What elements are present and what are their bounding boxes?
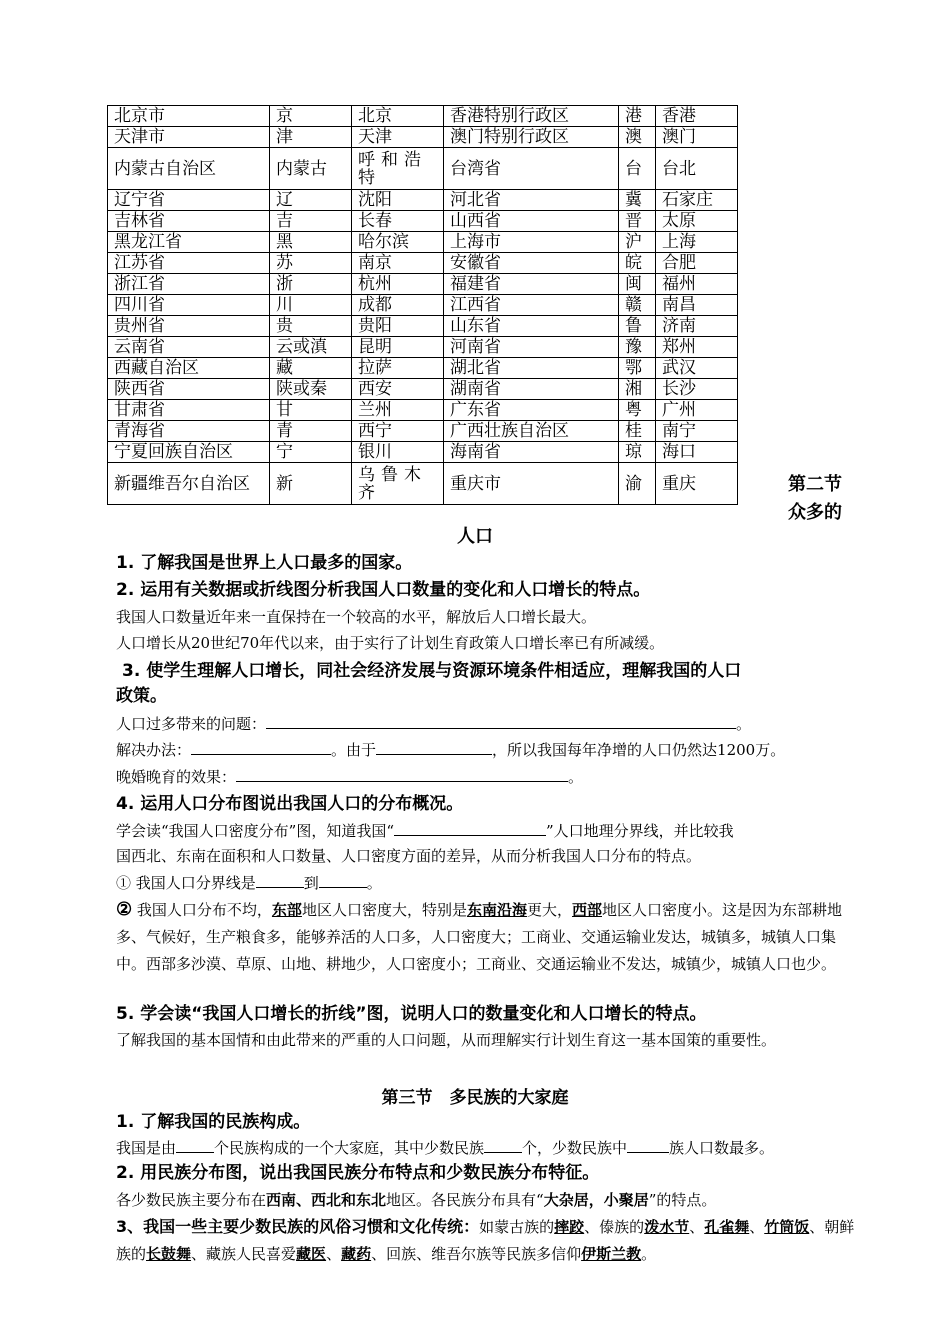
keyword-tibetan-medicine: 藏医 (296, 1245, 327, 1263)
section2-para-2: 人口增长从20世纪70年代以来，由于实行了计划生育政策人口增长率已有所减缓。 (116, 634, 665, 652)
table-cell-capital: 呼和浩特 (352, 148, 444, 190)
table-cell-name: 青海省 (108, 421, 270, 442)
para-4a-text: 学会读“我国人口密度分布”图，知道我国“ (116, 822, 395, 840)
para-6-part2: 地区人口密度大，特别是 (301, 901, 467, 919)
s3p3-g: 、 (749, 1218, 765, 1236)
table-cell-abbr: 川 (270, 295, 352, 316)
s3p3-e: 、 (689, 1218, 705, 1236)
section3-heading-1: 1. 了解我国的民族构成。 (116, 1112, 311, 1132)
table-cell-name: 贵州省 (108, 316, 270, 337)
table-cell-capital: 昆明 (352, 337, 444, 358)
table-row (108, 211, 738, 232)
s3-para1-c: 个，少数民族中 (522, 1139, 628, 1157)
table-cell-name: 陕西省 (108, 379, 270, 400)
table-cell-abbr: 宁 (270, 442, 352, 463)
table-cell-abbr2: 闽 (619, 274, 656, 295)
table-cell-abbr2: 鲁 (619, 316, 656, 337)
table-cell-abbr: 贵 (270, 316, 352, 337)
table-cell-name2: 香港特别行政区 (444, 106, 619, 127)
table-cell-abbr: 甘 (270, 400, 352, 421)
table-cell-name: 黑龙江省 (108, 232, 270, 253)
table-cell-abbr2: 湘 (619, 379, 656, 400)
s3-para1-a: 我国是由 (116, 1139, 177, 1157)
section2-para-4b: 国西北、东南在面积和人口数量、人口密度方面的差异，从而分析我国人口分布的特点。 (116, 847, 702, 865)
table-cell-capital: 北京 (352, 106, 444, 127)
table-cell-name2: 重庆市 (444, 463, 619, 505)
table-row (108, 337, 738, 358)
table-cell-abbr2: 渝 (619, 463, 656, 505)
question-problems-label: 人口过多带来的问题： (116, 715, 267, 733)
province-table-body (108, 106, 738, 505)
table-cell-abbr2: 粤 (619, 400, 656, 421)
blank-line-end (319, 872, 367, 888)
keyword-bamboo-rice: 竹筒饭 (764, 1218, 810, 1236)
table-cell-name2: 台湾省 (444, 148, 619, 190)
table-cell-abbr2: 晋 (619, 211, 656, 232)
blank-line-start (256, 872, 304, 888)
table-cell-capital2: 太原 (656, 211, 738, 232)
section3-para-1 (116, 1137, 774, 1159)
table-cell-capital: 拉萨 (352, 358, 444, 379)
table-cell-abbr: 辽 (270, 190, 352, 211)
table-row (108, 442, 738, 463)
table-cell-abbr2: 沪 (619, 232, 656, 253)
blank-largest-minority (627, 1137, 669, 1153)
table-cell-name: 四川省 (108, 295, 270, 316)
table-cell-abbr2: 鄂 (619, 358, 656, 379)
table-cell-abbr2: 皖 (619, 253, 656, 274)
s3-para1-b: 个民族构成的一个大家庭，其中少数民族 (214, 1139, 485, 1157)
table-cell-capital: 西宁 (352, 421, 444, 442)
table-cell-abbr: 陕或秦 (270, 379, 352, 400)
section2-title (788, 471, 842, 527)
table-cell-capital: 长春 (352, 211, 444, 232)
table-cell-name: 云南省 (108, 337, 270, 358)
table-cell-capital2: 香港 (656, 106, 738, 127)
table-cell-capital: 兰州 (352, 400, 444, 421)
table-row (108, 232, 738, 253)
question-solution (116, 739, 785, 761)
section2-title-b: 众多的 (788, 502, 842, 523)
section3-heading-2: 2. 用民族分布图，说出我国民族分布特点和少数民族分布特征。 (116, 1163, 600, 1183)
table-cell-capital: 南京 (352, 253, 444, 274)
keyword-wrestling: 摔跤 (554, 1218, 585, 1236)
table-cell-capital: 哈尔滨 (352, 232, 444, 253)
table-cell-name2: 广东省 (444, 400, 619, 421)
table-cell-capital2: 长沙 (656, 379, 738, 400)
table-cell-abbr2: 澳 (619, 127, 656, 148)
s3p3-q: 。 (641, 1245, 657, 1263)
table-cell-capital2: 郑州 (656, 337, 738, 358)
table-cell-name: 浙江省 (108, 274, 270, 295)
para-6-part1: 我国人口分布不均， (132, 901, 272, 919)
table-cell-name: 新疆维吾尔自治区 (108, 463, 270, 505)
keyword-peacock-dance: 孔雀舞 (704, 1218, 750, 1236)
table-cell-capital2: 南宁 (656, 421, 738, 442)
table-cell-name: 江苏省 (108, 253, 270, 274)
table-cell-abbr: 吉 (270, 211, 352, 232)
table-cell-name: 北京市 (108, 106, 270, 127)
table-cell-name2: 澳门特别行政区 (444, 127, 619, 148)
s3p3-a: 如蒙古族的 (479, 1218, 555, 1236)
table-cell-name: 内蒙古自治区 (108, 148, 270, 190)
table-cell-capital2: 广州 (656, 400, 738, 421)
table-cell-abbr2: 冀 (619, 190, 656, 211)
circled-two: ② (116, 899, 133, 920)
table-cell-capital2: 济南 (656, 316, 738, 337)
blank-late-marriage (236, 766, 568, 782)
table-cell-abbr: 青 (270, 421, 352, 442)
table-cell-capital2: 武汉 (656, 358, 738, 379)
table-cell-capital: 杭州 (352, 274, 444, 295)
table-row (108, 316, 738, 337)
s3-para2-e: ”的特点。 (648, 1191, 717, 1209)
table-cell-name2: 上海市 (444, 232, 619, 253)
table-cell-name: 甘肃省 (108, 400, 270, 421)
table-cell-name: 宁夏回族自治区 (108, 442, 270, 463)
s3p3-m: 、 (326, 1245, 342, 1263)
section2-heading-3b: 政策。 (116, 686, 167, 706)
section2-para-1: 我国人口数量近年来一直保持在一个较高的水平，解放后人口增长最大。 (116, 608, 597, 626)
keyword-tibetan-drugs: 藏药 (341, 1245, 372, 1263)
section2-title-a: 第二节 (788, 474, 842, 495)
para-5-mid: 到 (303, 874, 319, 892)
section2-para-4a (116, 820, 734, 842)
keyword-east: 东部 (271, 901, 302, 919)
table-cell-name2: 湖南省 (444, 379, 619, 400)
keyword-long-drum-dance: 长鼓舞 (146, 1245, 192, 1263)
table-cell-capital2: 台北 (656, 148, 738, 190)
table-cell-name2: 河南省 (444, 337, 619, 358)
s3p3-o: 、回族、维吾尔族等民族多信仰 (371, 1245, 582, 1263)
table-cell-abbr: 京 (270, 106, 352, 127)
table-cell-capital2: 重庆 (656, 463, 738, 505)
blank-solution (191, 739, 331, 755)
section2-para-5 (116, 872, 382, 894)
period: 。 (568, 768, 584, 786)
table-cell-capital: 天津 (352, 127, 444, 148)
table-cell-capital: 西安 (352, 379, 444, 400)
keyword-southeast-coast: 东南沿海 (466, 901, 527, 919)
table-cell-abbr2: 桂 (619, 421, 656, 442)
table-cell-name2: 河北省 (444, 190, 619, 211)
keyword-water-festival: 泼水节 (644, 1218, 690, 1236)
table-cell-name2: 江西省 (444, 295, 619, 316)
table-cell-name2: 广西壮族自治区 (444, 421, 619, 442)
table-cell-name: 天津市 (108, 127, 270, 148)
para-5-text: ① 我国人口分界线是 (116, 874, 256, 892)
table-cell-abbr: 内蒙古 (270, 148, 352, 190)
table-cell-abbr: 云或滇 (270, 337, 352, 358)
table-row (108, 148, 738, 190)
table-cell-capital2: 澳门 (656, 127, 738, 148)
s3p3-k: 、藏族人民喜爱 (191, 1245, 297, 1263)
table-row (108, 295, 738, 316)
table-cell-abbr2: 赣 (619, 295, 656, 316)
table-cell-capital2: 合肥 (656, 253, 738, 274)
table-cell-capital: 沈阳 (352, 190, 444, 211)
table-cell-abbr2: 港 (619, 106, 656, 127)
province-table (107, 105, 738, 505)
table-cell-abbr: 苏 (270, 253, 352, 274)
table-row (108, 274, 738, 295)
section2-para-6 (116, 896, 856, 978)
table-row (108, 106, 738, 127)
section2-heading-2: 2. 运用有关数据或折线图分析我国人口数量的变化和人口增长的特点。 (116, 580, 651, 600)
table-cell-capital: 贵阳 (352, 316, 444, 337)
table-cell-capital2: 福州 (656, 274, 738, 295)
s3-para2-a: 各少数民族主要分布在 (116, 1191, 267, 1209)
table-cell-abbr2: 豫 (619, 337, 656, 358)
table-row (108, 253, 738, 274)
table-cell-name: 西藏自治区 (108, 358, 270, 379)
table-row (108, 421, 738, 442)
question-solution-mid: 。由于 (331, 741, 377, 759)
table-cell-name2: 湖北省 (444, 358, 619, 379)
question-problems (116, 713, 751, 735)
section2-heading-1: 1. 了解我国是世界上人口最多的国家。 (116, 553, 413, 573)
table-row (108, 463, 738, 505)
section2-heading-3a: 3. 使学生理解人口增长，同社会经济发展与资源环境条件相适应，理解我国的人口 (122, 661, 742, 681)
para-5-tail: 。 (366, 874, 382, 892)
table-cell-abbr: 津 (270, 127, 352, 148)
table-cell-name2: 海南省 (444, 442, 619, 463)
s3-para1-d: 族人口数最多。 (669, 1139, 775, 1157)
table-cell-abbr: 新 (270, 463, 352, 505)
keyword-distribution: 大杂居，小聚居 (543, 1191, 649, 1209)
section2-para-7: 了解我国的基本国情和由此带来的严重的人口问题，从而理解实行计划生育这一基本国策的重要性。 (116, 1031, 777, 1049)
table-cell-name2: 福建省 (444, 274, 619, 295)
blank-dividing-line (394, 820, 546, 836)
table-cell-abbr2: 琼 (619, 442, 656, 463)
table-cell-name: 吉林省 (108, 211, 270, 232)
table-row (108, 400, 738, 421)
table-row (108, 358, 738, 379)
table-cell-capital2: 海口 (656, 442, 738, 463)
table-cell-name2: 山东省 (444, 316, 619, 337)
s3p3-c: 、傣族的 (584, 1218, 645, 1236)
table-cell-capital: 乌鲁木齐 (352, 463, 444, 505)
section2-heading-4: 4. 运用人口分布图说出我国人口的分布概况。 (116, 794, 464, 814)
table-cell-capital2: 上海 (656, 232, 738, 253)
table-cell-name2: 安徽省 (444, 253, 619, 274)
table-cell-capital: 成都 (352, 295, 444, 316)
blank-reason (376, 739, 492, 755)
table-cell-name2: 山西省 (444, 211, 619, 232)
table-cell-capital: 银川 (352, 442, 444, 463)
keyword-islam: 伊斯兰教 (581, 1245, 642, 1263)
table-row (108, 190, 738, 211)
section2-heading-5: 5. 学会读“我国人口增长的折线”图，说明人口的数量变化和人口增长的特点。 (116, 1004, 707, 1024)
question-late-marriage (116, 766, 583, 788)
para-6-part3: 更大， (526, 901, 572, 919)
section3-para-2 (116, 1189, 716, 1211)
section2-title-c: 人口 (457, 526, 493, 547)
para-4a-tail: ”人口地理分界线，并比较我 (546, 822, 734, 840)
para-6-part4: 地区人口密度小。这是因为东部耕地多、气候好，生产粮食多，能够养活的人口多，人口密度大；工商业、交通运输业发达，城镇多，城镇人口集中。西部多沙漠、草原、山地、耕地少，人口密度小；工商业、交通运输业不发达，城镇少，城镇人口也少。 (116, 901, 843, 973)
s3-para2-c: 地区。各民族分布具有“ (386, 1191, 544, 1209)
table-cell-abbr: 藏 (270, 358, 352, 379)
table-cell-capital2: 石家庄 (656, 190, 738, 211)
section3-title: 第三节 多民族的大家庭 (381, 1088, 569, 1108)
table-cell-abbr: 浙 (270, 274, 352, 295)
period: 。 (736, 715, 752, 733)
table-row (108, 127, 738, 148)
question-late-marriage-label: 晚婚晚育的效果： (116, 768, 237, 786)
keyword-west: 西部 (571, 901, 602, 919)
section3-para-3 (116, 1213, 856, 1268)
section3-heading-3: 3、我国一些主要少数民族的风俗习惯和文化传统： (116, 1217, 480, 1236)
blank-minority-count (484, 1137, 522, 1153)
table-cell-capital2: 南昌 (656, 295, 738, 316)
blank-ethnic-count (176, 1137, 214, 1153)
keyword-regions: 西南、西北和东北 (266, 1191, 387, 1209)
question-solution-tail: ，所以我国每年净增的人口仍然达1200万。 (492, 741, 786, 759)
s3p3-i: 、朝鲜族的 (116, 1218, 855, 1263)
table-row (108, 379, 738, 400)
question-solution-label: 解决办法： (116, 741, 192, 759)
table-cell-abbr2: 台 (619, 148, 656, 190)
table-cell-name: 辽宁省 (108, 190, 270, 211)
table-cell-abbr: 黑 (270, 232, 352, 253)
blank-problems (266, 713, 736, 729)
